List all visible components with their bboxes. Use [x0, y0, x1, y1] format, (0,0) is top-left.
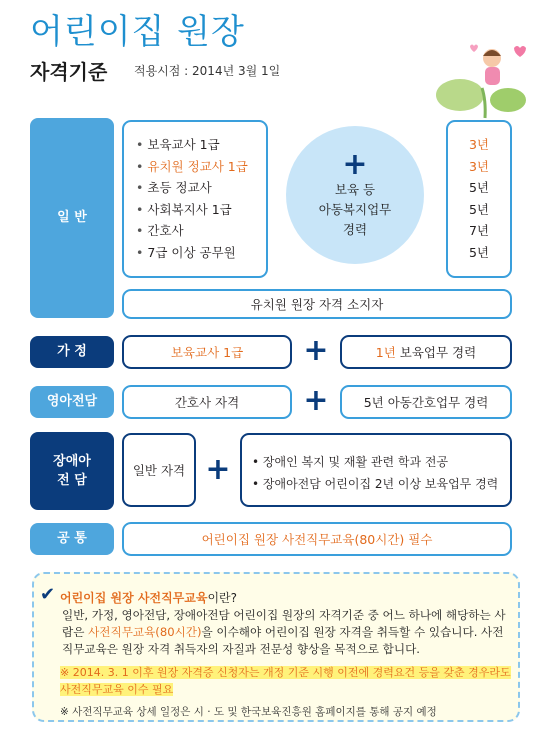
infant-experience-box: 5년 아동간호업무 경력	[340, 385, 512, 419]
qualification-item: • 간호사	[136, 220, 248, 242]
home-experience-years: 1년	[375, 345, 396, 360]
warning-note	[60, 664, 516, 698]
page-title: 어린이집 원장	[30, 12, 245, 52]
qualification-item: • 유치원 정교사 1급	[136, 156, 248, 178]
qualification-list-box	[122, 120, 268, 278]
experience-line: 아동복지업무	[318, 202, 392, 217]
category-home: 가 정	[30, 336, 114, 368]
plus-icon: +	[342, 147, 368, 182]
years-item: 3년	[468, 158, 490, 174]
years-item: 5년	[468, 180, 490, 195]
experience-circle	[286, 126, 424, 264]
qualification-list	[136, 134, 248, 263]
category-disabled	[30, 432, 114, 510]
disabled-requirement-item: 장애인 복지 및 재활 관련 학과 전공	[262, 455, 449, 469]
years-box	[446, 120, 512, 278]
years-item: 7년	[468, 223, 490, 238]
qualification-item: • 7급 이상 공무원	[136, 242, 248, 264]
disabled-requirements-box	[240, 433, 512, 507]
disabled-requirement-item: 장애아전담 어린이집 2년 이상 보육업무 경력	[262, 477, 499, 491]
info-heading-rest: 이란?	[207, 591, 238, 605]
info-body-highlight: 사전직무교육(80시간)	[88, 625, 202, 639]
experience-line: 보육 등	[334, 182, 376, 197]
plus-icon: +	[303, 333, 329, 368]
effective-date: 적용시점 : 2014년 3월 1일	[134, 64, 281, 78]
page-subtitle: 자격기준	[30, 60, 108, 84]
info-heading-highlight: 어린이집 원장 사전직무교육	[60, 591, 208, 605]
category-disabled-line: 전 담	[57, 473, 87, 488]
qualification-item: • 사회복지사 1급	[136, 199, 248, 221]
plus-icon: +	[205, 452, 231, 487]
warning-text: ※ 2014. 3. 1 이후 원장 자격증 신청자는 개정 기준 시행 이전에 경력요건 등을 갖춘 경우라도 사전직무교육 이수 필요	[60, 666, 511, 696]
home-experience-box	[340, 335, 512, 369]
category-infant: 영아전담	[30, 386, 114, 418]
home-qualification-box: 보육교사 1급	[122, 335, 292, 369]
info-body-text: 일반, 가정, 영아전담, 장애아전담 어린이집 원장의 자격기준 중 어느 하나에 해당하는 사람은	[62, 608, 506, 639]
common-requirement-box: 어린이집 원장 사전직무교육(80시간) 필수	[122, 522, 512, 556]
check-icon: ✔	[40, 584, 56, 605]
disabled-qualification-box: 일반 자격	[122, 433, 196, 507]
infant-qualification-box: 간호사 자격	[122, 385, 292, 419]
schedule-note: ※ 사전직무교육 상세 일정은 시 · 도 및 한국보육진흥원 홈페이지를 통해 공지 예정	[60, 706, 437, 718]
info-heading	[60, 589, 237, 606]
qualification-item: • 보육교사 1급	[136, 134, 248, 156]
child-with-sprout-illustration	[430, 40, 540, 120]
years-item: 5년	[468, 201, 490, 217]
category-general: 일 반	[30, 118, 114, 318]
years-item: 5년	[468, 244, 490, 260]
info-body-text: 을 이수해야 어린이집 원장 자격을 취득할 수 있습니다. 사전직무교육은 원장 자격 취득자의 자질과 전문성 향상을 목적으로 합니다.	[62, 625, 504, 656]
qualification-item: • 초등 정교사	[136, 177, 248, 199]
info-body	[62, 607, 512, 658]
kindergarten-director-box: 유치원 원장 자격 소지자	[122, 289, 512, 319]
home-experience-label: 보육업무 경력	[395, 345, 477, 360]
category-disabled-line: 장애아	[53, 453, 91, 469]
experience-line: 경력	[342, 222, 368, 237]
disabled-requirements-list: • 장애인 복지 및 재활 관련 학과 전공 • 장애아전담 어린이집 2년 이상 보육업무 경력	[252, 455, 499, 491]
years-item: 3년	[468, 137, 490, 152]
plus-icon: +	[303, 383, 329, 418]
category-common: 공 통	[30, 523, 114, 555]
